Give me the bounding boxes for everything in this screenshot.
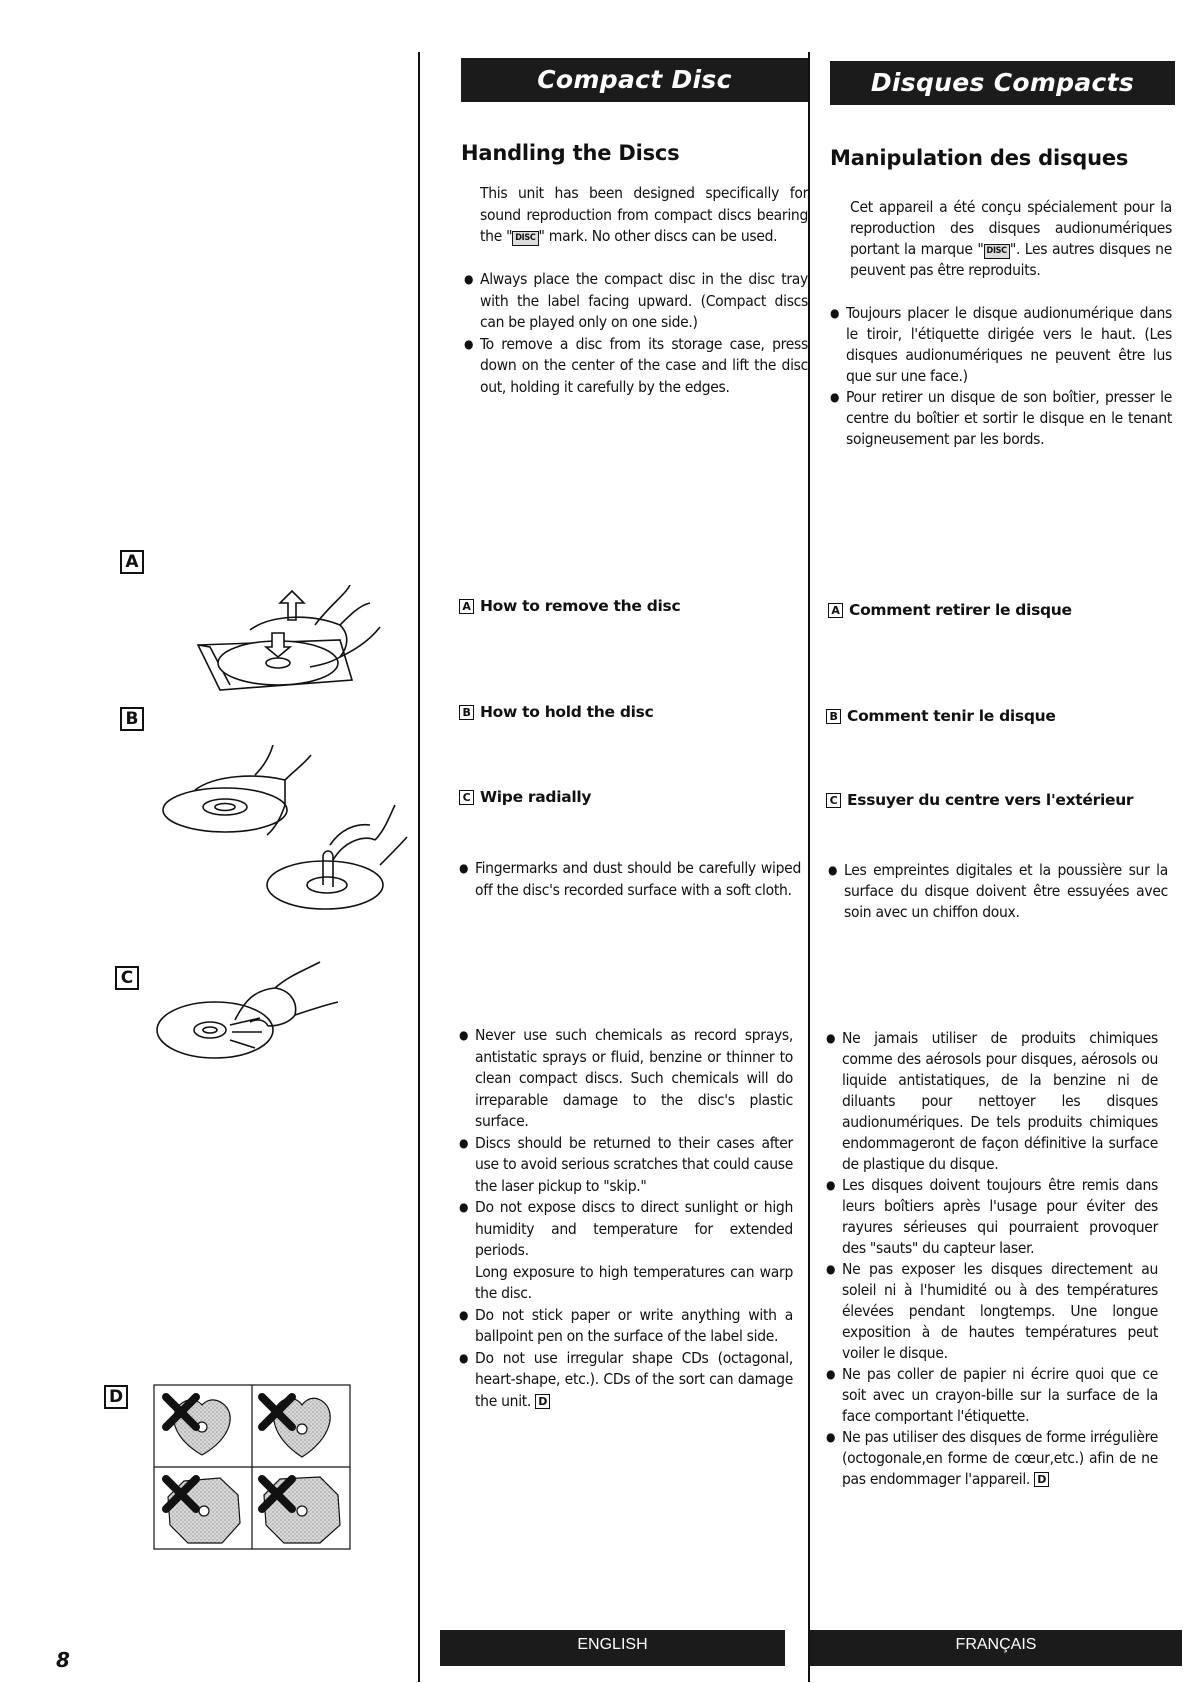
french-intro-text-a: Cet appareil a été conçu spécialement pour la reproduction des disques audionumériques portant la marque " — [850, 198, 1172, 258]
english-intro — [480, 183, 808, 248]
english-intro-text-b: " mark. No other discs can be used. — [538, 227, 778, 245]
list-item: ● Ne pas coller de papier ni écrire quoi que ce soit avec un crayon-bille sur la surface de la face comportant l'étiquette. — [826, 1364, 1158, 1427]
figure-letter-a: A — [120, 550, 144, 574]
figure-letter-b: B — [120, 707, 144, 731]
list-item: ● To remove a disc from its storage case, press down on the center of the case and lift the disc out, holding it carefully by the edges. — [464, 334, 808, 399]
divider-center — [808, 52, 810, 1682]
english-wipe — [459, 858, 801, 901]
wipe-disc-illustration — [150, 960, 350, 1080]
french-label-a — [828, 601, 1072, 619]
list-item-text: Ne pas utiliser des disques de forme irrégulière (octogonale,en forme de cœur,etc.) afin de ne pas endommager l'appareil. — [842, 1428, 1158, 1488]
list-item — [459, 1348, 793, 1413]
french-bullets-bottom — [826, 1028, 1158, 1490]
list-item-continued: Long exposure to high temperatures can warp the disc. — [475, 1262, 793, 1302]
footer-french: FRANÇAIS — [810, 1630, 1182, 1666]
divider-left — [418, 52, 420, 1682]
figure-letter-c: C — [115, 966, 139, 990]
label-text: Comment tenir le disque — [847, 707, 1056, 725]
french-bullets-top — [830, 303, 1172, 450]
french-wipe — [828, 860, 1168, 923]
list-item: ● Ne pas exposer les disques directement au soleil ni à l'humidité ou à des températures élevées pendant longtemps. Une longue exposition à de hautes températures peut voiler le disque. — [826, 1259, 1158, 1364]
box-letter-b: B — [459, 705, 474, 720]
list-item: ● Pour retirer un disque de son boîtier, presser le centre du boîtier et sortir le disque en le tenant soigneusement par les bords. — [830, 387, 1172, 450]
list-item: ● Les disques doivent toujours être remis dans leurs boîtiers après l'usage pour éviter des rayures sérieuses qui pourraient provoquer des "sauts" du capteur laser. — [826, 1175, 1158, 1259]
list-item: ● Do not expose discs to direct sunlight or high humidity and temperature for extended periods. — [459, 1197, 793, 1262]
banner-french: Disques Compacts — [830, 61, 1175, 105]
box-letter-a: A — [828, 603, 843, 618]
label-text: How to hold the disc — [480, 703, 654, 721]
list-item: ● Toujours placer le disque audionumérique dans le tiroir, l'étiquette dirigée vers le haut. (Les disques audionumériques ne peuvent être lus que sur une face.) — [830, 303, 1172, 387]
english-bullets-top — [464, 269, 808, 398]
label-text: Wipe radially — [480, 788, 592, 806]
label-text: Comment retirer le disque — [849, 601, 1072, 619]
list-item: ● Les empreintes digitales et la poussière sur la surface du disque doivent être essuyées avec soin avec un chiffon doux. — [828, 860, 1168, 923]
footer-english: ENGLISH — [440, 1630, 785, 1666]
figure-letter-d: D — [104, 1385, 128, 1409]
french-label-b — [826, 707, 1056, 725]
box-letter-b: B — [826, 709, 841, 724]
label-text: Essuyer du centre vers l'extérieur — [847, 791, 1134, 809]
hold-disc-illustration — [155, 745, 415, 925]
french-intro-text-b: ". Les autres disques ne peuvent pas être reproduits. — [850, 240, 1172, 279]
list-item: ● Discs should be returned to their cases after use to avoid serious scratches that could cause the laser pickup to "skip." — [459, 1133, 793, 1198]
list-item-text: Do not use irregular shape CDs (octagonal, heart-shape, etc.). CDs of the sort can damage the unit. — [475, 1348, 793, 1410]
french-intro — [850, 197, 1172, 281]
french-heading: Manipulation des disques — [830, 146, 1129, 170]
page-number: 8 — [56, 1648, 70, 1672]
banner-english: Compact Disc — [461, 58, 808, 102]
box-letter-d: D — [1034, 1472, 1049, 1487]
english-label-b — [459, 703, 653, 721]
label-text: How to remove the disc — [480, 597, 681, 615]
english-bullets-bottom — [459, 1025, 793, 1412]
list-item: ● Ne jamais utiliser de produits chimiques comme des aérosols pour disques, aérosols ou liquide antistatiques, de la benzine ni de diluants pour nettoyer les disques audionumériques. De tels produits chimiques endommageront de façon définitive la surface de plastique du disque. — [826, 1028, 1158, 1175]
list-item: ● Never use such chemicals as record sprays, antistatic sprays or fluid, benzine or thinner to clean compact discs. Such chemicals will do irreparable damage to the disc's plastic surface. — [459, 1025, 793, 1133]
compact-disc-logo: DISC — [512, 231, 538, 246]
list-item: ● Fingermarks and dust should be carefully wiped off the disc's recorded surface with a soft cloth. — [459, 858, 801, 901]
english-heading: Handling the Discs — [461, 141, 680, 165]
box-letter-a: A — [459, 599, 474, 614]
irregular-discs-illustration — [152, 1383, 352, 1553]
box-letter-d: D — [535, 1394, 550, 1409]
remove-disc-illustration — [190, 585, 390, 700]
list-item: ● Always place the compact disc in the disc tray with the label facing upward. (Compact discs can be played only on one side.) — [464, 269, 808, 334]
english-label-a — [459, 597, 680, 615]
french-label-c — [826, 791, 1133, 809]
english-label-c — [459, 788, 591, 806]
box-letter-c: C — [459, 790, 474, 805]
english-intro-text-a: This unit has been designed specifically for sound reproduction from compact discs bearing the " — [480, 184, 808, 245]
list-item — [826, 1427, 1158, 1490]
list-item: ● Do not stick paper or write anything with a ballpoint pen on the surface of the label side. — [459, 1305, 793, 1348]
box-letter-c: C — [826, 793, 841, 808]
compact-disc-logo: DISC — [984, 244, 1010, 259]
